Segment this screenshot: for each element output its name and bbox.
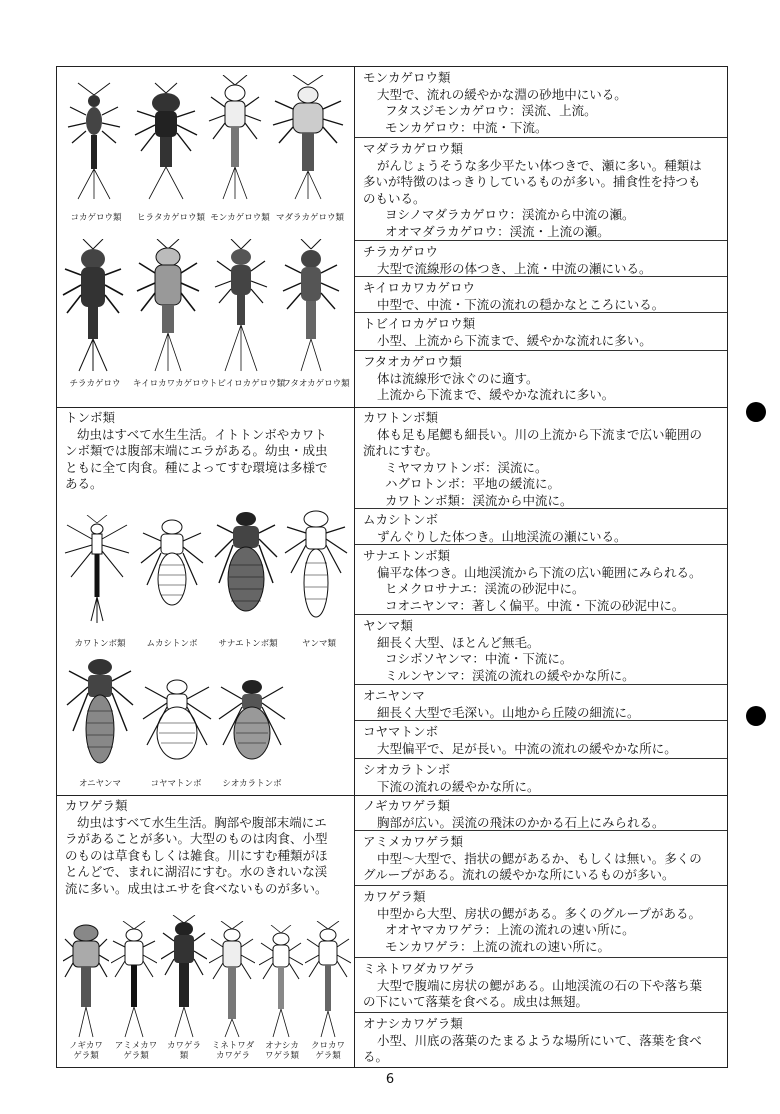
entry-line: 大型で流線形の体つき、上流・中流の瀬にいる。 [377, 260, 652, 276]
entry-line: 大型偏平で、足が長い。中流の流れの緩やかな所に。 [377, 740, 677, 756]
mayfly-illustrations [57, 67, 355, 407]
entry-oniyanma [355, 685, 727, 721]
illustration-caption: カワトンボ類 [74, 639, 126, 649]
entry-line: ずんぐりした体つき。山地渓流の瀬にいる。 [377, 528, 627, 544]
mayfly-descriptions [355, 67, 727, 407]
entry-line: 大型で腹端に房状の鰓がある。山地渓流の石の下や落ち葉 [377, 977, 703, 993]
entry-line: 胸部が広い。渓流の飛沫のかかる石上にみられる。 [377, 814, 665, 830]
entry-title: シオカラトンボ [363, 762, 451, 777]
stonefly-larva-illustration [161, 915, 207, 1039]
mayfly-larva-illustration [63, 81, 125, 201]
entry-line: 体も足も尾鰓も細長い。川の上流から下流まで広い範囲の [377, 426, 703, 442]
entry-line: グループがある。流れの緩やかな所にいるものが多い。 [363, 867, 675, 883]
entry-line: コシボソヤンマ：中流・下流に。 [385, 651, 573, 667]
entry-line: モンカワゲラ：上流の流れの速い所に。 [385, 938, 611, 954]
entry-line: カワトンボ類：渓流から中流に。 [385, 492, 573, 508]
entry-title: オナシカワゲラ類 [363, 1016, 463, 1031]
entry-line: 中型～大型で、指状の鰓があるか、もしくは無い。多くの [377, 850, 702, 866]
entry-madarakagerou [355, 138, 727, 241]
entry-title: フタオカゲロウ類 [363, 354, 462, 369]
intro-line: ともに全て肉食。種によってすむ環境は多様で [65, 459, 328, 475]
mayfly-larva-illustration [131, 81, 201, 201]
entry-line: 小型、川底の落葉のたまるような場所にいて、落葉を食べ [377, 1032, 702, 1048]
illustration-caption: カワゲラ 類 [166, 1041, 201, 1061]
entry-title: キイロカワカゲロウ [363, 280, 476, 295]
entry-sanaetonbo [355, 545, 727, 615]
entry-title: チラカゲロウ [363, 244, 439, 259]
entry-line: ヨシノマダラカゲロウ：渓流から中流の瀬。 [385, 207, 635, 223]
entry-amimekawagera [355, 831, 727, 886]
intro-line: 幼虫はすべて水生生活。胸部や腹部末端にエ [77, 814, 327, 830]
intro-line: 流に多い。成虫はエサを食べないものが多い。 [65, 880, 328, 896]
entry-mukashitonbo [355, 509, 727, 545]
illustration-caption: トビイロカゲロウ類 [208, 379, 286, 389]
entry-title: カワトンボ類 [363, 410, 439, 425]
section-heading: トンボ類 [65, 410, 116, 425]
entry-line: 上流から下流まで、緩やかな流れに多い。 [377, 387, 615, 403]
illustration-caption: フタオカゲロウ類 [282, 379, 350, 389]
illustration-caption: ヤンマ類 [302, 639, 336, 649]
entry-koyamatonbo [355, 721, 727, 759]
stonefly-descriptions [355, 795, 727, 1067]
dragonfly-larva-illustration [65, 655, 135, 767]
entry-title: ミネトワダカワゲラ [363, 961, 476, 976]
mayfly-larva-illustration [207, 75, 263, 201]
stonefly-larva-illustration [111, 921, 157, 1039]
entry-line: 偏平な体つき。山地渓流から下流の広い範囲にみられる。 [377, 564, 702, 580]
entry-onashikawagera [355, 1013, 727, 1067]
entry-title: ヤンマ類 [363, 618, 413, 633]
illustration-caption: オニヤンマ [78, 779, 122, 789]
entry-line: 大型で、流れの緩やかな淵の砂地中にいる。 [377, 86, 627, 102]
illustration-caption: ムカシトンボ [146, 639, 198, 649]
entry-yanma [355, 615, 727, 685]
entry-monkagerou [355, 67, 727, 138]
entry-minetowadakawagera [355, 958, 727, 1013]
illustration-caption: モンカゲロウ類 [210, 213, 270, 223]
entry-line: の下にいて落葉を食べる。成虫は無翅。 [363, 994, 589, 1010]
entry-line: 中型で、中流・下流の流れの穏かなところにいる。 [377, 296, 665, 312]
entry-line: モンカゲロウ：中流・下流。 [385, 119, 548, 135]
entry-line: オオマダラカゲロウ：渓流・上流の瀬。 [385, 223, 610, 239]
entry-line: がんじょうそうな多少平たい体つきで、瀬に多い。種類は [377, 157, 702, 173]
entry-title: マダラカゲロウ類 [363, 141, 464, 156]
mayfly-larva-illustration [279, 239, 343, 373]
entry-kawatonbo [355, 407, 727, 509]
entry-line: フタスジモンカゲロウ：渓流、上流。 [385, 103, 597, 119]
illustration-caption: オナシカ ワゲラ類 [264, 1041, 299, 1061]
illustration-caption: コヤマトンボ [150, 779, 202, 789]
stonefly-larva-illustration [259, 925, 303, 1039]
illustration-caption: ノギカワ ゲラ類 [69, 1041, 103, 1061]
entry-line: 細長く大型で毛深い。山地から丘陵の細流に。 [377, 704, 640, 720]
dragonfly-larva-illustration [63, 515, 131, 625]
binder-hole-top [746, 402, 766, 422]
illustration-caption: クロカワ ゲラ類 [310, 1041, 345, 1061]
entry-line: 流れにすむ。 [363, 443, 439, 459]
entry-line: ハグロトンボ：平地の緩流に。 [385, 476, 561, 492]
illustration-caption: ミネトワダ カワゲラ [211, 1041, 255, 1061]
entry-line: 多いが特徴のはっきりしているものが多い。捕食性を持つも [363, 174, 701, 190]
stonefly-intro [65, 798, 346, 898]
entry-title: ムカシトンボ [363, 512, 439, 527]
entry-title: アミメカワゲラ類 [363, 834, 464, 849]
illustration-caption: サナエトンボ類 [218, 639, 278, 649]
illustration-caption: マダラカゲロウ類 [275, 213, 344, 223]
illustration-caption: コカゲロウ類 [70, 213, 122, 223]
illustration-caption: キイロカワカゲロウ [132, 379, 210, 389]
dragonfly-illustrations [57, 407, 355, 795]
entry-line: ヒメクロサナエ：渓流の砂泥中に。 [385, 581, 585, 597]
illustration-caption: チラカゲロウ [69, 379, 121, 389]
entry-nogikawagera [355, 795, 727, 831]
entry-line: 小型、上流から下流まで、緩やかな流れに多い。 [377, 332, 652, 348]
dragonfly-larva-illustration [141, 675, 213, 767]
mayfly-larva-illustration [271, 75, 345, 201]
insect-table [56, 66, 728, 1068]
entry-title: コヤマトンボ [363, 724, 439, 739]
intro-line: 幼虫はすべて水生生活。イトトンボやカワト [77, 426, 327, 442]
page-number: 6 [385, 1072, 395, 1087]
intro-line: のものは草食もしくは雑食。川にすむ種類がほ [65, 847, 328, 863]
illustration-caption: シオカラトンボ [222, 779, 282, 789]
binder-hole-bottom [746, 706, 766, 726]
entry-title: トビイロカゲロウ類 [363, 316, 476, 331]
entry-line: ミヤマカワトンボ：渓流に。 [385, 459, 548, 475]
entry-chirakagerou [355, 241, 727, 277]
stonefly-larva-illustration [305, 921, 351, 1039]
dragonfly-larva-illustration [139, 515, 205, 625]
dragonfly-larva-illustration [217, 675, 287, 767]
section-heading: カワゲラ類 [65, 798, 128, 813]
stonefly-larva-illustration [209, 921, 255, 1039]
entry-title: ノギカワゲラ類 [363, 798, 451, 813]
entry-line: る。 [363, 1049, 389, 1065]
entry-title: オニヤンマ [363, 688, 425, 703]
illustration-caption: アミメカワ ゲラ類 [114, 1041, 158, 1061]
illustration-caption: ヒラタカゲロウ類 [137, 213, 205, 223]
entry-title: カワゲラ類 [363, 889, 426, 904]
entry-kawagera [355, 886, 727, 958]
mayfly-larva-illustration [135, 239, 201, 373]
mayfly-larva-illustration [61, 239, 125, 373]
entry-line: 中型から大型、房状の鰓がある。多くのグループがある。 [377, 905, 702, 921]
entry-title: サナエトンボ類 [363, 548, 451, 563]
intro-line: とんどで、まれに湖沼にすむ。水のきれいな渓 [65, 864, 328, 880]
entry-shiokaratonbo [355, 759, 727, 795]
entry-line: 体は流線形で泳ぐのに適す。 [377, 370, 539, 386]
stonefly-larva-illustration [63, 921, 109, 1039]
intro-line: ある。 [65, 476, 103, 492]
entry-line: 下流の流れの緩やかな所に。 [377, 778, 540, 794]
entry-line: オオヤマカワゲラ：上流の流れの速い所に。 [385, 922, 635, 938]
entry-line: ミルンヤンマ：渓流の流れの緩やかな所に。 [385, 667, 635, 683]
entry-futaokagerou [355, 351, 727, 407]
entry-line: コオニヤンマ：著しく偏平。中流・下流の砂泥中に。 [385, 597, 685, 613]
entry-kiirokawakagerou [355, 277, 727, 313]
stonefly-illustrations [57, 795, 355, 1067]
entry-line: 細長く大型、ほとんど無毛。 [377, 634, 540, 650]
dragonfly-larva-illustration [213, 507, 279, 627]
dragonfly-intro [65, 410, 346, 493]
entry-line: のもいる。 [363, 190, 426, 206]
entry-title: モンカゲロウ類 [363, 70, 451, 85]
mayfly-larva-illustration [211, 239, 271, 373]
entry-tobiirokagerou [355, 313, 727, 351]
intro-line: ンボ類では腹部末端にエラがある。幼虫・成虫 [65, 443, 328, 459]
dragonfly-larva-illustration [283, 507, 349, 627]
dragonfly-descriptions [355, 407, 727, 795]
intro-line: ラがあることが多い。大型のものは肉食、小型 [65, 831, 328, 847]
